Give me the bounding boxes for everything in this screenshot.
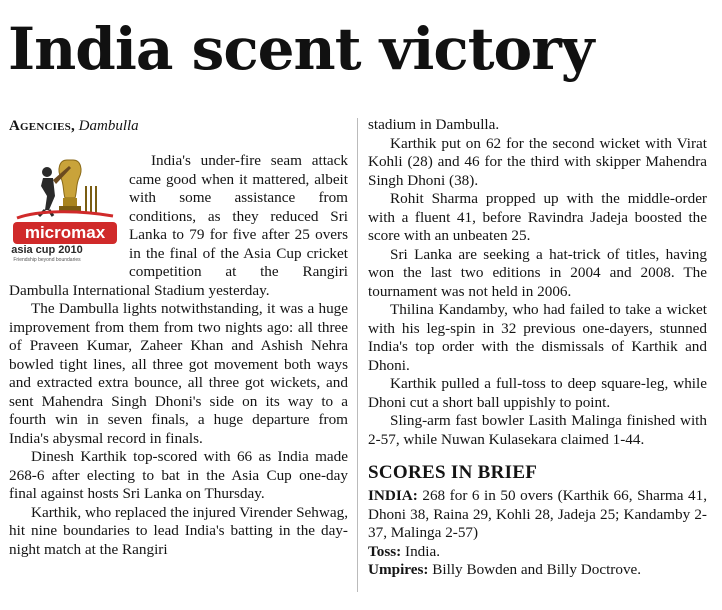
byline (9, 116, 139, 136)
column-divider (357, 118, 358, 592)
byline-agency: Agencies, (9, 118, 75, 134)
right-paragraph-2: Karthik put on 62 for the second wicket with Virat Kohli (28) and 46 for the third with skipper Mahendra Singh Dhoni (38). (368, 134, 707, 189)
micromax-asia-cup-logo-icon (9, 152, 121, 264)
scores-india-text: 268 for 6 in 50 overs (Karthik 66, Sharma 41, Dhoni 38, Raina 29, Kohli 28, Jadeja 25; Kandamby 2-37, Malinga 2-57) (368, 487, 708, 541)
right-paragraph-3: Rohit Sharma propped up with the middle-order with a fluent 41, before Ravindra Jadeja boosted the score with an unbeaten 25. (368, 190, 707, 244)
left-paragraph-3: Dinesh Karthik top-scored with 66 as India made 268-6 after electing to bat in the Asia Cup one-day final against hosts Sri Lanka on Thursday. (9, 448, 348, 502)
right-paragraph-6: Karthik pulled a full-toss to deep square-leg, while Dhoni cut a short ball uppishly to point. (368, 375, 707, 411)
left-paragraph-4: Karthik, who replaced the injured Virender Sehwag, hit nine boundaries to lead India's batting in the day-night match at the Rangiri (9, 503, 348, 558)
right-paragraph-1: stadium in Dambulla. (368, 116, 500, 133)
left-paragraph-2: The Dambulla lights notwithstanding, it was a huge improvement from them from two nights ago: all three of Praveen Kumar, Zaheer Khan and Ashish Nehra bowled tight lines, all three got movement both ways and extracted extra bounce, all three got wickets, and sent Mahendra Singh Dhoni's side on its way to a fourth win in seven finals, a huge departure from India's abysmal record in finals. (9, 300, 348, 447)
scores-umpires-label: Umpires: (368, 561, 429, 578)
headline: India scent victory (8, 15, 594, 83)
scores-india-label: INDIA: (368, 487, 418, 504)
right-column (368, 116, 707, 580)
right-paragraph-7: Sling-arm fast bowler Lasith Malinga finished with 2-57, while Nuwan Kulasekara claimed 1-44. (368, 412, 707, 448)
scores-umpires (368, 561, 707, 580)
right-paragraph-4: Sri Lanka are seeking a hat-trick of titles, having won the last two editions in 2004 and 2008. The tournament was not held in 2006. (368, 245, 707, 300)
left-paragraph-1: India's under-fire seam attack came good when it mattered, albeit with some assistance from conditions, as they reduced Sri Lanka to 79 for five after 25 overs in the final of the Asia Cup cricket competition at the Rangiri Dambulla International Stadium yesterday. (9, 152, 348, 299)
byline-place: Dambulla (78, 118, 139, 134)
svg-text:micromax: micromax (24, 223, 106, 242)
scores-toss-label: Toss: (368, 542, 402, 560)
right-paragraph-5: Thilina Kandamby, who had failed to take a wicket with his leg-spin in 32 previous one-dayers, stunned India's top order with the dismissals of Karthik and Dhoni. (368, 301, 707, 374)
scores-toss-text: India. (405, 542, 441, 560)
svg-text:Friendship beyond boundaries: Friendship beyond boundaries (13, 257, 81, 263)
scores-heading: SCORES IN BRIEF (368, 462, 538, 483)
left-column (9, 152, 348, 559)
scores-toss (368, 543, 707, 562)
scores-umpires-text: Billy Bowden and Billy Doctrove. (432, 561, 642, 578)
svg-text:asia cup 2010: asia cup 2010 (11, 244, 83, 256)
scores-india (368, 487, 707, 543)
